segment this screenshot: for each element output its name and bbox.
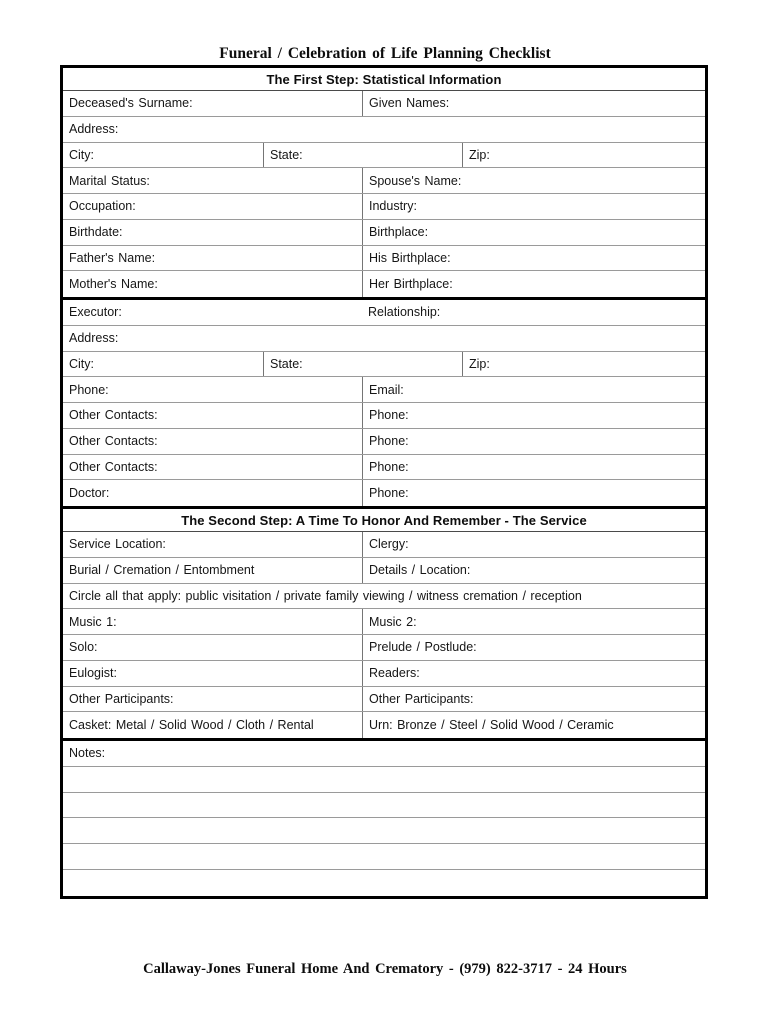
blank-line-field[interactable]: [63, 767, 705, 792]
phone-field[interactable]: [362, 455, 705, 480]
burial-cremation-entombment-label: Burial / Cremation / Entombment: [69, 563, 255, 578]
table-row: [63, 429, 705, 455]
phone-label: Phone:: [369, 459, 409, 474]
other-contacts-label: Other Contacts:: [69, 434, 158, 449]
phone-field[interactable]: [362, 429, 705, 454]
executor-label: Executor:: [69, 305, 122, 320]
urn-bronze-steel-solid-wood-ceramic-field[interactable]: [362, 712, 705, 738]
phone-label: Phone:: [369, 434, 409, 449]
table-row: [63, 300, 705, 326]
address-label: Address:: [69, 331, 119, 346]
table-row: [63, 558, 705, 584]
table-row: [63, 271, 705, 297]
footer-funeral-home-info: Callaway-Jones Funeral Home And Crematory - (979) 822-3717 - 24 Hours: [143, 961, 627, 977]
other-participants-field[interactable]: [63, 687, 362, 712]
phone-field[interactable]: [362, 480, 705, 506]
phone-label: Phone:: [369, 486, 409, 501]
music-2-field[interactable]: [362, 609, 705, 634]
marital-status-field[interactable]: [63, 168, 362, 193]
table-row: [63, 194, 705, 220]
other-contacts-field[interactable]: [63, 429, 362, 454]
solo-label: Solo:: [69, 640, 98, 655]
email-label: Email:: [369, 382, 404, 397]
section-first-step: [63, 68, 705, 297]
eulogist-label: Eulogist:: [69, 666, 117, 681]
birthplace-field[interactable]: [362, 220, 705, 245]
other-participants-label: Other Participants:: [369, 691, 474, 706]
casket-metal-solid-wood-cloth-rental-field[interactable]: [63, 712, 362, 738]
notes-label: Notes:: [69, 746, 106, 761]
doctor-label: Doctor:: [69, 486, 110, 501]
occupation-label: Occupation:: [69, 199, 136, 214]
clergy-label: Clergy:: [369, 537, 409, 552]
spouse-s-name-label: Spouse's Name:: [369, 173, 462, 188]
planning-checklist-table: [60, 65, 708, 899]
city-label: City:: [69, 356, 94, 371]
table-row: [63, 532, 705, 558]
table-row: [63, 661, 705, 687]
state-field[interactable]: [263, 352, 462, 377]
her-birthplace-label: Her Birthplace:: [369, 277, 453, 292]
industry-field[interactable]: [362, 194, 705, 219]
city-label: City:: [69, 147, 94, 162]
blank-line-field[interactable]: [63, 870, 705, 896]
readers-field[interactable]: [362, 661, 705, 686]
state-field[interactable]: [263, 143, 462, 168]
notes-blank-row: [63, 767, 705, 793]
birthplace-label: Birthplace:: [369, 225, 429, 240]
music-1-label: Music 1:: [69, 614, 117, 629]
table-row: [63, 480, 705, 506]
address-field[interactable]: [63, 326, 705, 351]
prelude-postlude-label: Prelude / Postlude:: [369, 640, 477, 655]
circle-all-that-apply-public-visitation-private-family-viewing-witness-cremation-reception-field[interactable]: [63, 584, 705, 609]
father-s-name-field[interactable]: [63, 246, 362, 271]
music-1-field[interactable]: [63, 609, 362, 634]
relationship-field[interactable]: [362, 300, 705, 325]
deceased-s-surname-field[interactable]: [63, 91, 362, 116]
phone-label: Phone:: [69, 382, 109, 397]
relationship-label: Relationship:: [368, 305, 441, 320]
his-birthplace-label: His Birthplace:: [369, 250, 451, 265]
notes-blank-row: [63, 844, 705, 870]
executor-field[interactable]: [63, 300, 362, 325]
table-row: [63, 326, 705, 352]
zip-field[interactable]: [462, 352, 705, 377]
given-names-label: Given Names:: [369, 96, 450, 111]
section-executor-contacts: [63, 297, 705, 506]
deceased-s-surname-label: Deceased's Surname:: [69, 96, 193, 111]
state-label: State:: [270, 356, 303, 371]
father-s-name-label: Father's Name:: [69, 250, 156, 265]
service-location-field[interactable]: [63, 532, 362, 557]
birthdate-field[interactable]: [63, 220, 362, 245]
table-row: [63, 220, 705, 246]
given-names-field[interactable]: [362, 91, 705, 116]
table-row: [63, 712, 705, 738]
industry-label: Industry:: [369, 199, 417, 214]
music-2-label: Music 2:: [369, 614, 417, 629]
service-location-label: Service Location:: [69, 537, 166, 552]
other-contacts-label: Other Contacts:: [69, 459, 158, 474]
page-title: Funeral / Celebration of Life Planning Checklist: [219, 45, 551, 62]
table-row: [63, 455, 705, 481]
table-row: [63, 635, 705, 661]
section-second-step: [63, 506, 705, 738]
table-row: [63, 168, 705, 194]
other-contacts-label: Other Contacts:: [69, 408, 158, 423]
occupation-field[interactable]: [63, 194, 362, 219]
details-location-field[interactable]: [362, 558, 705, 583]
birthdate-label: Birthdate:: [69, 225, 123, 240]
spouse-s-name-field[interactable]: [362, 168, 705, 193]
table-row: [63, 246, 705, 272]
address-label: Address:: [69, 122, 119, 137]
table-row: [63, 584, 705, 610]
notes-field[interactable]: [63, 741, 705, 766]
blank-line-field[interactable]: [63, 793, 705, 818]
notes-blank-row: [63, 793, 705, 819]
notes-blank-row: [63, 870, 705, 896]
phone-field[interactable]: [362, 403, 705, 428]
details-location-label: Details / Location:: [369, 563, 471, 578]
state-label: State:: [270, 147, 303, 162]
table-row: [63, 117, 705, 143]
phone-label: Phone:: [369, 408, 409, 423]
casket-metal-solid-wood-cloth-rental-label: Casket: Metal / Solid Wood / Cloth / Rental: [69, 718, 314, 733]
mother-s-name-field[interactable]: [63, 271, 362, 297]
phone-field[interactable]: [63, 377, 362, 402]
urn-bronze-steel-solid-wood-ceramic-label: Urn: Bronze / Steel / Solid Wood / Ceramic: [369, 718, 614, 733]
readers-label: Readers:: [369, 666, 420, 681]
table-row: [63, 687, 705, 713]
other-participants-label: Other Participants:: [69, 691, 174, 706]
other-contacts-field[interactable]: [63, 455, 362, 480]
mother-s-name-label: Mother's Name:: [69, 277, 158, 292]
table-row: [63, 377, 705, 403]
eulogist-field[interactable]: [63, 661, 362, 686]
table-row: [63, 352, 705, 378]
section-header-first-step: The First Step: Statistical Information: [63, 68, 705, 91]
email-field[interactable]: [362, 377, 705, 402]
table-row: [63, 91, 705, 117]
blank-line-field[interactable]: [63, 818, 705, 843]
circle-all-that-apply-public-visitation-private-family-viewing-witness-cremation-reception-label: Circle all that apply: public visitation / private family viewing / witness cremation / reception: [69, 588, 582, 603]
section-notes: [63, 738, 705, 896]
his-birthplace-field[interactable]: [362, 246, 705, 271]
blank-line-field[interactable]: [63, 844, 705, 869]
marital-status-label: Marital Status:: [69, 173, 150, 188]
solo-field[interactable]: [63, 635, 362, 660]
table-row: [63, 143, 705, 169]
zip-field[interactable]: [462, 143, 705, 168]
section-header-second-step: The Second Step: A Time To Honor And Remember - The Service: [63, 509, 705, 532]
table-row: [63, 741, 705, 767]
other-participants-field[interactable]: [362, 687, 705, 712]
prelude-postlude-field[interactable]: [362, 635, 705, 660]
city-field[interactable]: [63, 143, 263, 168]
zip-label: Zip:: [469, 356, 490, 371]
notes-blank-row: [63, 818, 705, 844]
her-birthplace-field[interactable]: [362, 271, 705, 297]
zip-label: Zip:: [469, 147, 490, 162]
other-contacts-field[interactable]: [63, 403, 362, 428]
clergy-field[interactable]: [362, 532, 705, 557]
city-field[interactable]: [63, 352, 263, 377]
table-row: [63, 403, 705, 429]
table-row: [63, 609, 705, 635]
burial-cremation-entombment-field[interactable]: [63, 558, 362, 583]
doctor-field[interactable]: [63, 480, 362, 506]
address-field[interactable]: [63, 117, 705, 142]
